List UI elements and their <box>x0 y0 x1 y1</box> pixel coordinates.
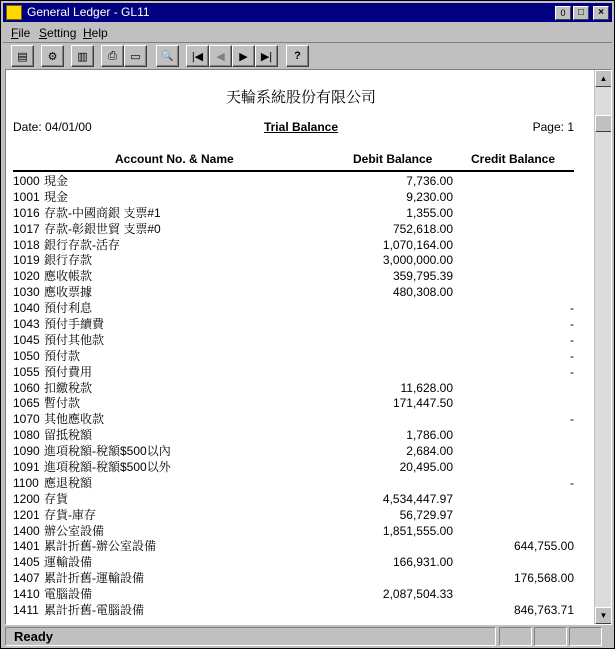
account-number: 1405 <box>13 555 40 570</box>
page-number: Page: 1 <box>532 120 574 134</box>
prev-page-button[interactable] <box>209 45 232 67</box>
prev-page-icon: ◀ <box>216 50 225 63</box>
print-icon: ⎙ <box>108 49 117 62</box>
account-name: 現金 <box>44 189 69 204</box>
table-row <box>6 381 596 397</box>
close-icon: × <box>598 7 604 18</box>
account-name: 應退稅額 <box>44 475 93 490</box>
account-number: 1045 <box>13 332 40 347</box>
credit-balance: - <box>570 301 574 316</box>
account-number: 1018 <box>13 237 40 252</box>
table-row <box>6 587 596 603</box>
debit-balance: 9,230.00 <box>406 189 453 204</box>
menu-setting-label: etting <box>47 26 77 40</box>
credit-balance: 846,763.71 <box>513 603 574 618</box>
menu-setting[interactable] <box>39 26 76 40</box>
table-row <box>6 285 596 301</box>
table-row <box>6 317 596 333</box>
last-page-button[interactable] <box>255 45 278 67</box>
debit-balance: 7,736.00 <box>406 174 453 188</box>
settings-button[interactable] <box>41 45 64 67</box>
header-rule <box>13 170 574 172</box>
print-button[interactable] <box>101 45 124 67</box>
debit-balance: 359,795.39 <box>392 269 453 284</box>
credit-balance: - <box>570 364 574 379</box>
menu-setting-accel: S <box>39 26 48 40</box>
status-pane-2 <box>534 627 567 646</box>
account-name: 其他應收款 <box>44 412 105 427</box>
column-header-debit: Debit Balance <box>353 152 433 166</box>
credit-balance: - <box>570 332 574 347</box>
table-row <box>6 222 596 238</box>
credit-balance: 644,755.00 <box>513 539 574 554</box>
table-row <box>6 190 596 206</box>
account-name: 運輸設備 <box>44 555 93 570</box>
report-list-icon: ▤ <box>17 50 28 63</box>
scroll-thumb[interactable] <box>595 115 612 132</box>
table-row <box>6 460 596 476</box>
account-number: 1017 <box>13 221 40 236</box>
account-name: 預付手續費 <box>44 317 105 332</box>
vertical-scrollbar[interactable] <box>594 70 611 624</box>
account-name: 進項稅額-稅額$500以外 <box>44 460 171 475</box>
debit-balance: 56,729.97 <box>399 507 453 522</box>
account-name: 預付利息 <box>44 301 93 316</box>
table-row <box>6 269 596 285</box>
debit-balance: 1,786.00 <box>406 428 453 443</box>
account-name: 存款-彰銀世貿 支票#0 <box>44 221 161 236</box>
report-viewer <box>5 69 612 625</box>
table-row <box>6 365 596 381</box>
account-number: 1407 <box>13 571 40 586</box>
table-row <box>6 476 596 492</box>
table-row <box>6 396 596 412</box>
account-name: 銀行存款 <box>44 253 93 268</box>
account-name: 存款-中國商銀 支票#1 <box>44 205 161 220</box>
report-date: Date: 04/01/00 <box>13 120 92 134</box>
account-number: 1040 <box>13 301 40 316</box>
help-icon: ? <box>294 50 301 62</box>
account-number: 1016 <box>13 205 40 220</box>
account-name: 預付其他款 <box>44 332 105 347</box>
credit-balance: - <box>570 317 574 332</box>
close-button[interactable] <box>593 6 609 20</box>
maximize-icon: □ <box>577 7 585 18</box>
minimize-button[interactable] <box>555 6 571 20</box>
debit-balance: 2,684.00 <box>406 444 453 459</box>
account-number: 1019 <box>13 253 40 268</box>
account-number: 1411 <box>13 603 39 618</box>
scroll-down-button[interactable] <box>595 607 612 624</box>
account-rows <box>6 174 596 619</box>
debit-balance: 11,628.00 <box>400 380 453 395</box>
table-row <box>6 301 596 317</box>
debit-balance: 2,087,504.33 <box>382 587 453 602</box>
table-row <box>6 174 596 190</box>
account-number: 1090 <box>13 444 40 459</box>
menu-help[interactable] <box>83 26 108 40</box>
debit-balance: 752,618.00 <box>392 221 453 236</box>
book-button[interactable] <box>71 45 94 67</box>
settings-gear-icon: ⚙ <box>47 50 58 63</box>
table-row <box>6 333 596 349</box>
account-number: 1060 <box>13 380 40 395</box>
window-title: General Ledger - GL11 <box>27 5 150 19</box>
credit-balance: - <box>570 475 574 490</box>
account-number: 1080 <box>13 428 40 443</box>
status-pane-3 <box>569 627 602 646</box>
scroll-down-icon: ▼ <box>599 611 608 620</box>
account-number: 1001 <box>13 189 40 204</box>
status-bar <box>3 625 612 647</box>
debit-balance: 4,534,447.97 <box>382 491 453 506</box>
next-page-button[interactable] <box>232 45 255 67</box>
account-name: 預付費用 <box>44 364 93 379</box>
preview-icon: ▭ <box>130 50 141 63</box>
scroll-up-button[interactable] <box>595 70 612 87</box>
column-header-account: Account No. & Name <box>115 152 234 166</box>
debit-balance: 480,308.00 <box>392 285 453 300</box>
account-number: 1043 <box>13 317 40 332</box>
account-name: 暫付款 <box>44 396 81 411</box>
credit-balance: - <box>570 348 574 363</box>
debit-balance: 171,447.50 <box>392 396 453 411</box>
status-text: Ready <box>5 627 496 646</box>
account-name: 存貨-庫存 <box>44 507 96 522</box>
preview-button[interactable] <box>124 45 147 67</box>
menu-help-label: elp <box>91 26 108 40</box>
account-name: 銀行存款-活存 <box>44 237 120 252</box>
table-row <box>6 238 596 254</box>
report-page <box>6 70 596 624</box>
book-icon: ▥ <box>77 50 88 63</box>
scroll-up-icon: ▲ <box>599 74 608 83</box>
maximize-button[interactable] <box>573 6 589 20</box>
next-page-icon: ▶ <box>239 50 248 63</box>
table-row <box>6 492 596 508</box>
account-number: 1065 <box>13 396 40 411</box>
debit-balance: 1,070,164.00 <box>382 237 453 252</box>
account-number: 1410 <box>13 587 40 602</box>
account-number: 1055 <box>13 364 40 379</box>
table-row <box>6 412 596 428</box>
account-name: 累計折舊-電腦設備 <box>44 603 144 618</box>
account-name: 應收帳款 <box>44 269 93 284</box>
account-number: 1201 <box>13 507 40 522</box>
menu-help-accel: H <box>83 26 92 40</box>
table-row <box>6 539 596 555</box>
account-number: 1400 <box>13 523 40 538</box>
report-title: Trial Balance <box>263 120 339 134</box>
account-name: 存貨 <box>44 491 69 506</box>
zoom-icon: 🔍 <box>161 50 174 62</box>
account-name: 進項稅額-稅額$500以內 <box>44 444 171 459</box>
account-number: 1401 <box>13 539 40 554</box>
account-number: 1020 <box>13 269 40 284</box>
account-name: 電腦設備 <box>44 587 93 602</box>
credit-balance: - <box>570 412 574 427</box>
status-pane-1 <box>499 627 532 646</box>
table-row <box>6 349 596 365</box>
account-name: 應收票據 <box>44 285 93 300</box>
debit-balance: 3,000,000.00 <box>382 253 453 268</box>
account-name: 現金 <box>44 174 69 188</box>
table-row <box>6 603 596 619</box>
first-page-button[interactable] <box>186 45 209 67</box>
table-row <box>6 428 596 444</box>
help-button[interactable] <box>286 45 309 67</box>
menu-file[interactable] <box>11 26 30 40</box>
menu-file-accel: F <box>11 26 19 40</box>
account-number: 1200 <box>13 491 40 506</box>
last-page-icon: ▶| <box>260 50 273 63</box>
table-row <box>6 253 596 269</box>
toolbar <box>3 42 612 68</box>
account-number: 1030 <box>13 285 40 300</box>
account-number: 1091 <box>13 460 40 475</box>
account-name: 預付款 <box>44 348 81 363</box>
account-number: 1050 <box>13 348 40 363</box>
menu-file-label: ile <box>18 26 31 40</box>
minimize-icon: 0 <box>560 8 566 18</box>
column-header-credit: Credit Balance <box>471 152 556 166</box>
table-row <box>6 571 596 587</box>
debit-balance: 20,495.00 <box>399 460 453 475</box>
account-number: 1000 <box>13 174 40 188</box>
first-page-icon: |◀ <box>191 50 204 63</box>
title-bar[interactable] <box>3 3 612 22</box>
account-name: 留抵稅額 <box>44 428 93 443</box>
table-row <box>6 444 596 460</box>
account-name: 扣繳稅款 <box>44 380 93 395</box>
debit-balance: 166,931.00 <box>392 555 453 570</box>
table-row <box>6 206 596 222</box>
account-name: 累計折舊-運輸設備 <box>44 571 144 586</box>
company-name: 天輪系統股份有限公司 <box>225 89 376 106</box>
table-row <box>6 555 596 571</box>
report-list-button[interactable] <box>11 45 34 67</box>
account-name: 辦公室設備 <box>44 523 105 538</box>
account-number: 1070 <box>13 412 40 427</box>
credit-balance: 176,568.00 <box>513 571 574 586</box>
debit-balance: 1,355.00 <box>406 205 453 220</box>
menu-bar <box>3 23 612 42</box>
table-row <box>6 508 596 524</box>
table-row <box>6 524 596 540</box>
account-number: 1100 <box>13 475 39 490</box>
app-icon[interactable] <box>6 5 22 20</box>
debit-balance: 1,851,555.00 <box>382 523 453 538</box>
zoom-button[interactable] <box>156 45 179 67</box>
account-name: 累計折舊-辦公室設備 <box>44 539 156 554</box>
